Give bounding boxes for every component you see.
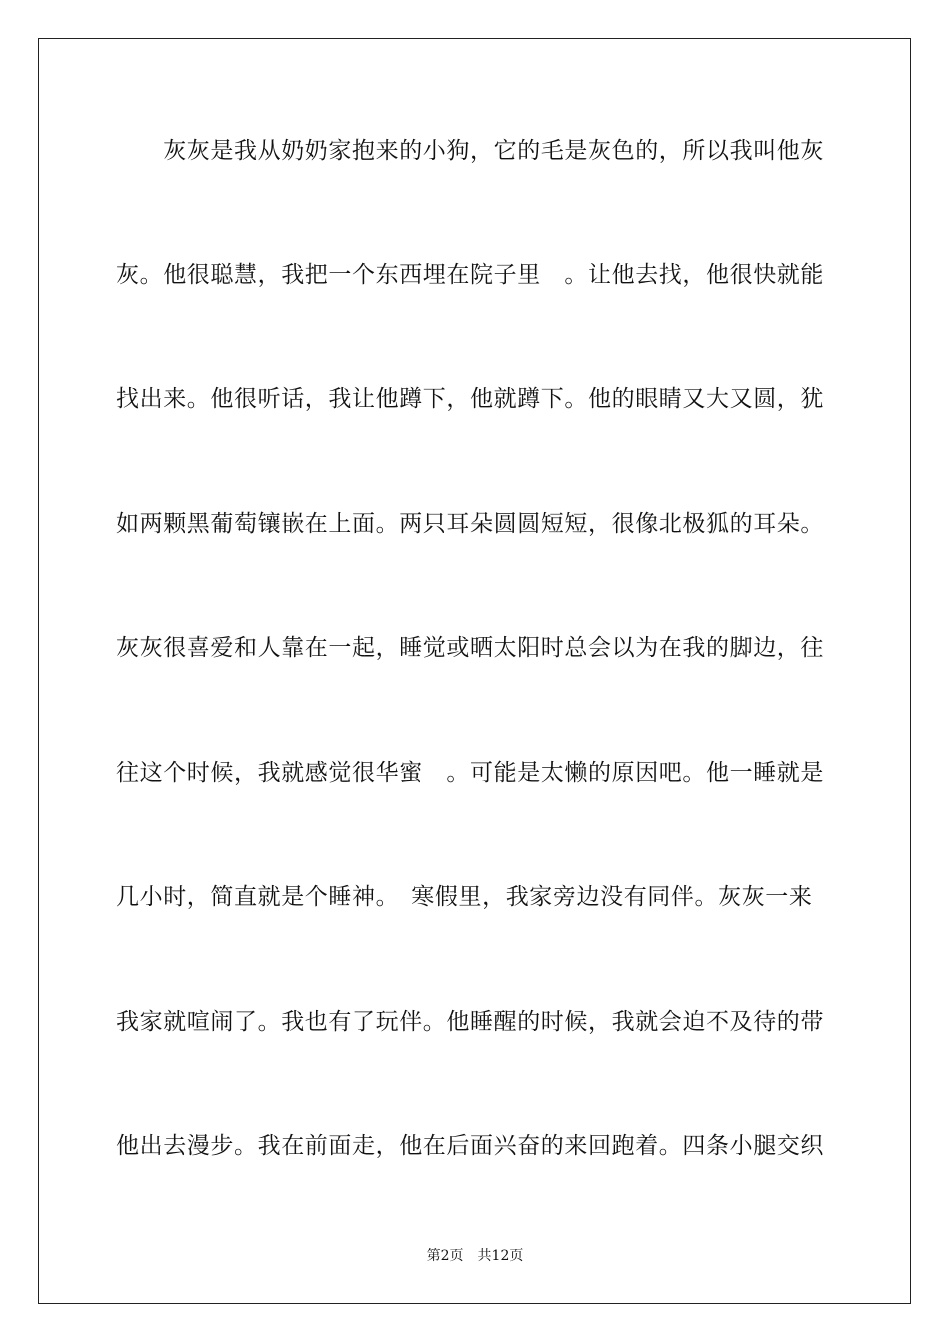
page-total: 共12页 [477,1248,524,1264]
text-line-4: 如两颗黑葡萄镶嵌在上面。两只耳朵圆圆短短，很像北极狐的耳朵。 [116,511,824,537]
text-line-6: 往这个时候，我就感觉很华蜜 。可能是太懒的原因吧。他一睡就是 [116,760,824,786]
page-number: 第2页 [426,1248,464,1264]
page-frame [38,38,911,1304]
text-line-8: 我家就喧闹了。我也有了玩伴。他睡醒的时候，我就会迫不及待的带 [116,1009,824,1035]
text-line-9: 他出去漫步。我在前面走，他在后面兴奋的来回跑着。四条小腿交织 [116,1133,824,1159]
text-line-3: 找出来。他很听话，我让他蹲下，他就蹲下。他的眼睛又大又圆，犹 [116,386,824,412]
page-footer [0,1247,950,1265]
text-line-5: 灰灰很喜爱和人靠在一起，睡觉或晒太阳时总会以为在我的脚边，往 [116,635,824,661]
text-line-1: 灰灰是我从奶奶家抱来的小狗，它的毛是灰色的，所以我叫他灰 [116,138,824,164]
text-line-7: 几小时，简直就是个睡神。 寒假里，我家旁边没有同伴。灰灰一来 [116,884,813,910]
text-line-2: 灰。他很聪慧，我把一个东西埋在院子里 。让他去找，他很快就能 [116,262,824,288]
